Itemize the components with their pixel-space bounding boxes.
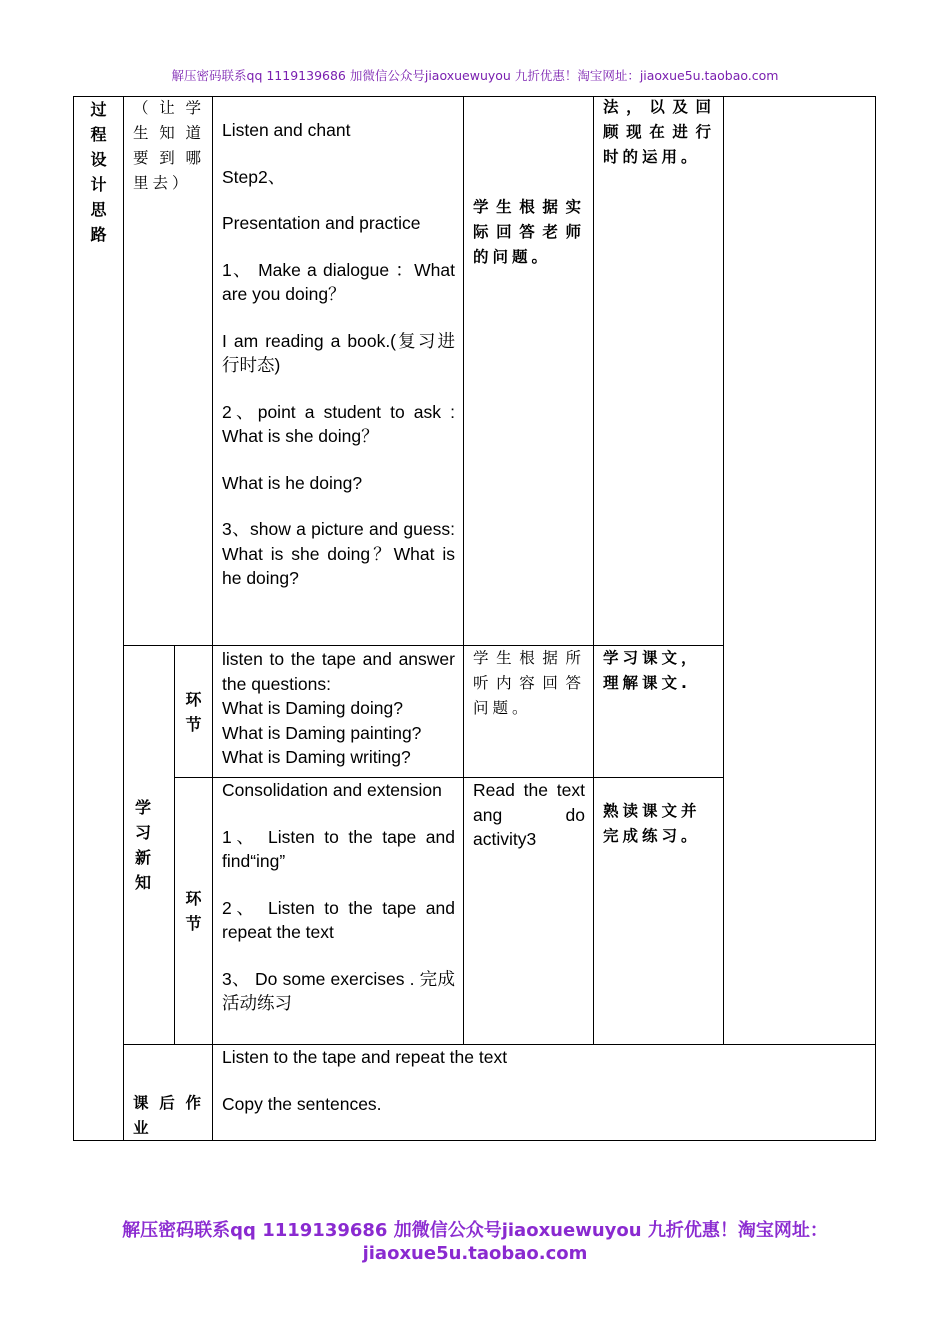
activity-line: What is Daming writing?: [222, 747, 411, 767]
homework-line: Copy the sentences.: [222, 1093, 382, 1114]
activity-line: Presentation and practice: [222, 213, 421, 233]
col-divider: [463, 96, 464, 1045]
activity-line: Step2、: [222, 166, 286, 187]
link-label-2: [175, 886, 212, 936]
label-char: 过: [90, 100, 107, 119]
activity-line: listen to the tape and answer the questions:: [222, 649, 455, 694]
footer-line: jiaoxue5u.taobao.com: [362, 1243, 588, 1264]
col-divider: [212, 96, 213, 1141]
link1-student-activity: 学生根据所听内容回答问题。: [473, 649, 585, 717]
activity-line: 2、 Listen to the tape and repeat the text: [222, 897, 455, 942]
label-char: 路: [90, 225, 107, 244]
label-char: 节: [185, 715, 202, 734]
process-design-intent: 法，以及回顾现在进行时的运用。: [603, 98, 715, 166]
table-border-left: [73, 96, 74, 1141]
link1-design-intent: 学习课文，理解课文.: [603, 649, 701, 692]
label-char: 计: [90, 175, 107, 194]
label-char: 节: [185, 914, 202, 933]
label-char: 程: [90, 125, 107, 144]
activity-line: Listen and chant: [222, 120, 351, 140]
activity-line: 3、show a picture and guess: What is she doing？What is he doing?: [222, 519, 455, 588]
process-student-activity: 学生根据实际回答老师的问题。: [473, 198, 585, 266]
homework-label: 课后作业: [133, 1094, 205, 1137]
activity-line: 2、point a student to ask : What is she doing？: [222, 401, 455, 446]
activity-line: What is he doing?: [222, 472, 363, 493]
activity-line: 1、 Make a dialogue ：What are you doing？: [222, 259, 455, 304]
col-divider: [593, 96, 594, 1045]
link2-student-activity: Read the text ang do activity3: [473, 780, 585, 849]
label-char: 知: [134, 873, 151, 892]
activity-line: What is Daming doing?: [222, 698, 403, 718]
process-activities: [222, 118, 455, 591]
header-watermark: 解压密码联系qq 1119139686 加微信公众号jiaoxuewuyou 九折优惠！淘宝网址：jiaoxue5u.taobao.com: [171, 68, 779, 83]
homework-content: [222, 1045, 822, 1116]
link2-activities: [222, 778, 455, 1016]
label-char: 环: [185, 889, 202, 908]
label-char: 思: [90, 200, 107, 219]
activity-line: Consolidation and extension: [222, 780, 442, 800]
link2-design-intent: 熟读课文并完成练习。: [603, 802, 701, 845]
table-border-right: [875, 96, 876, 1141]
section-label-process: [74, 96, 123, 247]
label-char: 环: [185, 690, 202, 709]
footer-watermark: [0, 1219, 950, 1265]
col-divider: [723, 96, 724, 1045]
label-char: 设: [90, 150, 107, 169]
process-note: （让学生知道要到哪里去）: [133, 99, 205, 192]
homework-line: Listen to the tape and repeat the text: [222, 1047, 508, 1067]
label-char: 学: [134, 798, 151, 817]
activity-line: What is Daming painting?: [222, 722, 422, 743]
col-divider: [123, 96, 124, 1141]
footer-line: 解压密码联系qq 1119139686 加微信公众号jiaoxuewuyou 九折优惠！淘宝网址：: [122, 1220, 828, 1241]
link1-activities: [222, 647, 455, 770]
activity-line: 1、 Listen to the tape and find“ing”: [222, 826, 455, 871]
activity-line: I am reading a book.(复习进行时态): [222, 330, 455, 375]
activity-line: 3、 Do some exercises . 完成活动练习: [222, 968, 455, 1013]
section-label-new-knowledge: [124, 795, 162, 895]
label-char: 习: [134, 823, 151, 842]
link-label-1: [175, 687, 212, 737]
label-char: 新: [134, 848, 151, 867]
